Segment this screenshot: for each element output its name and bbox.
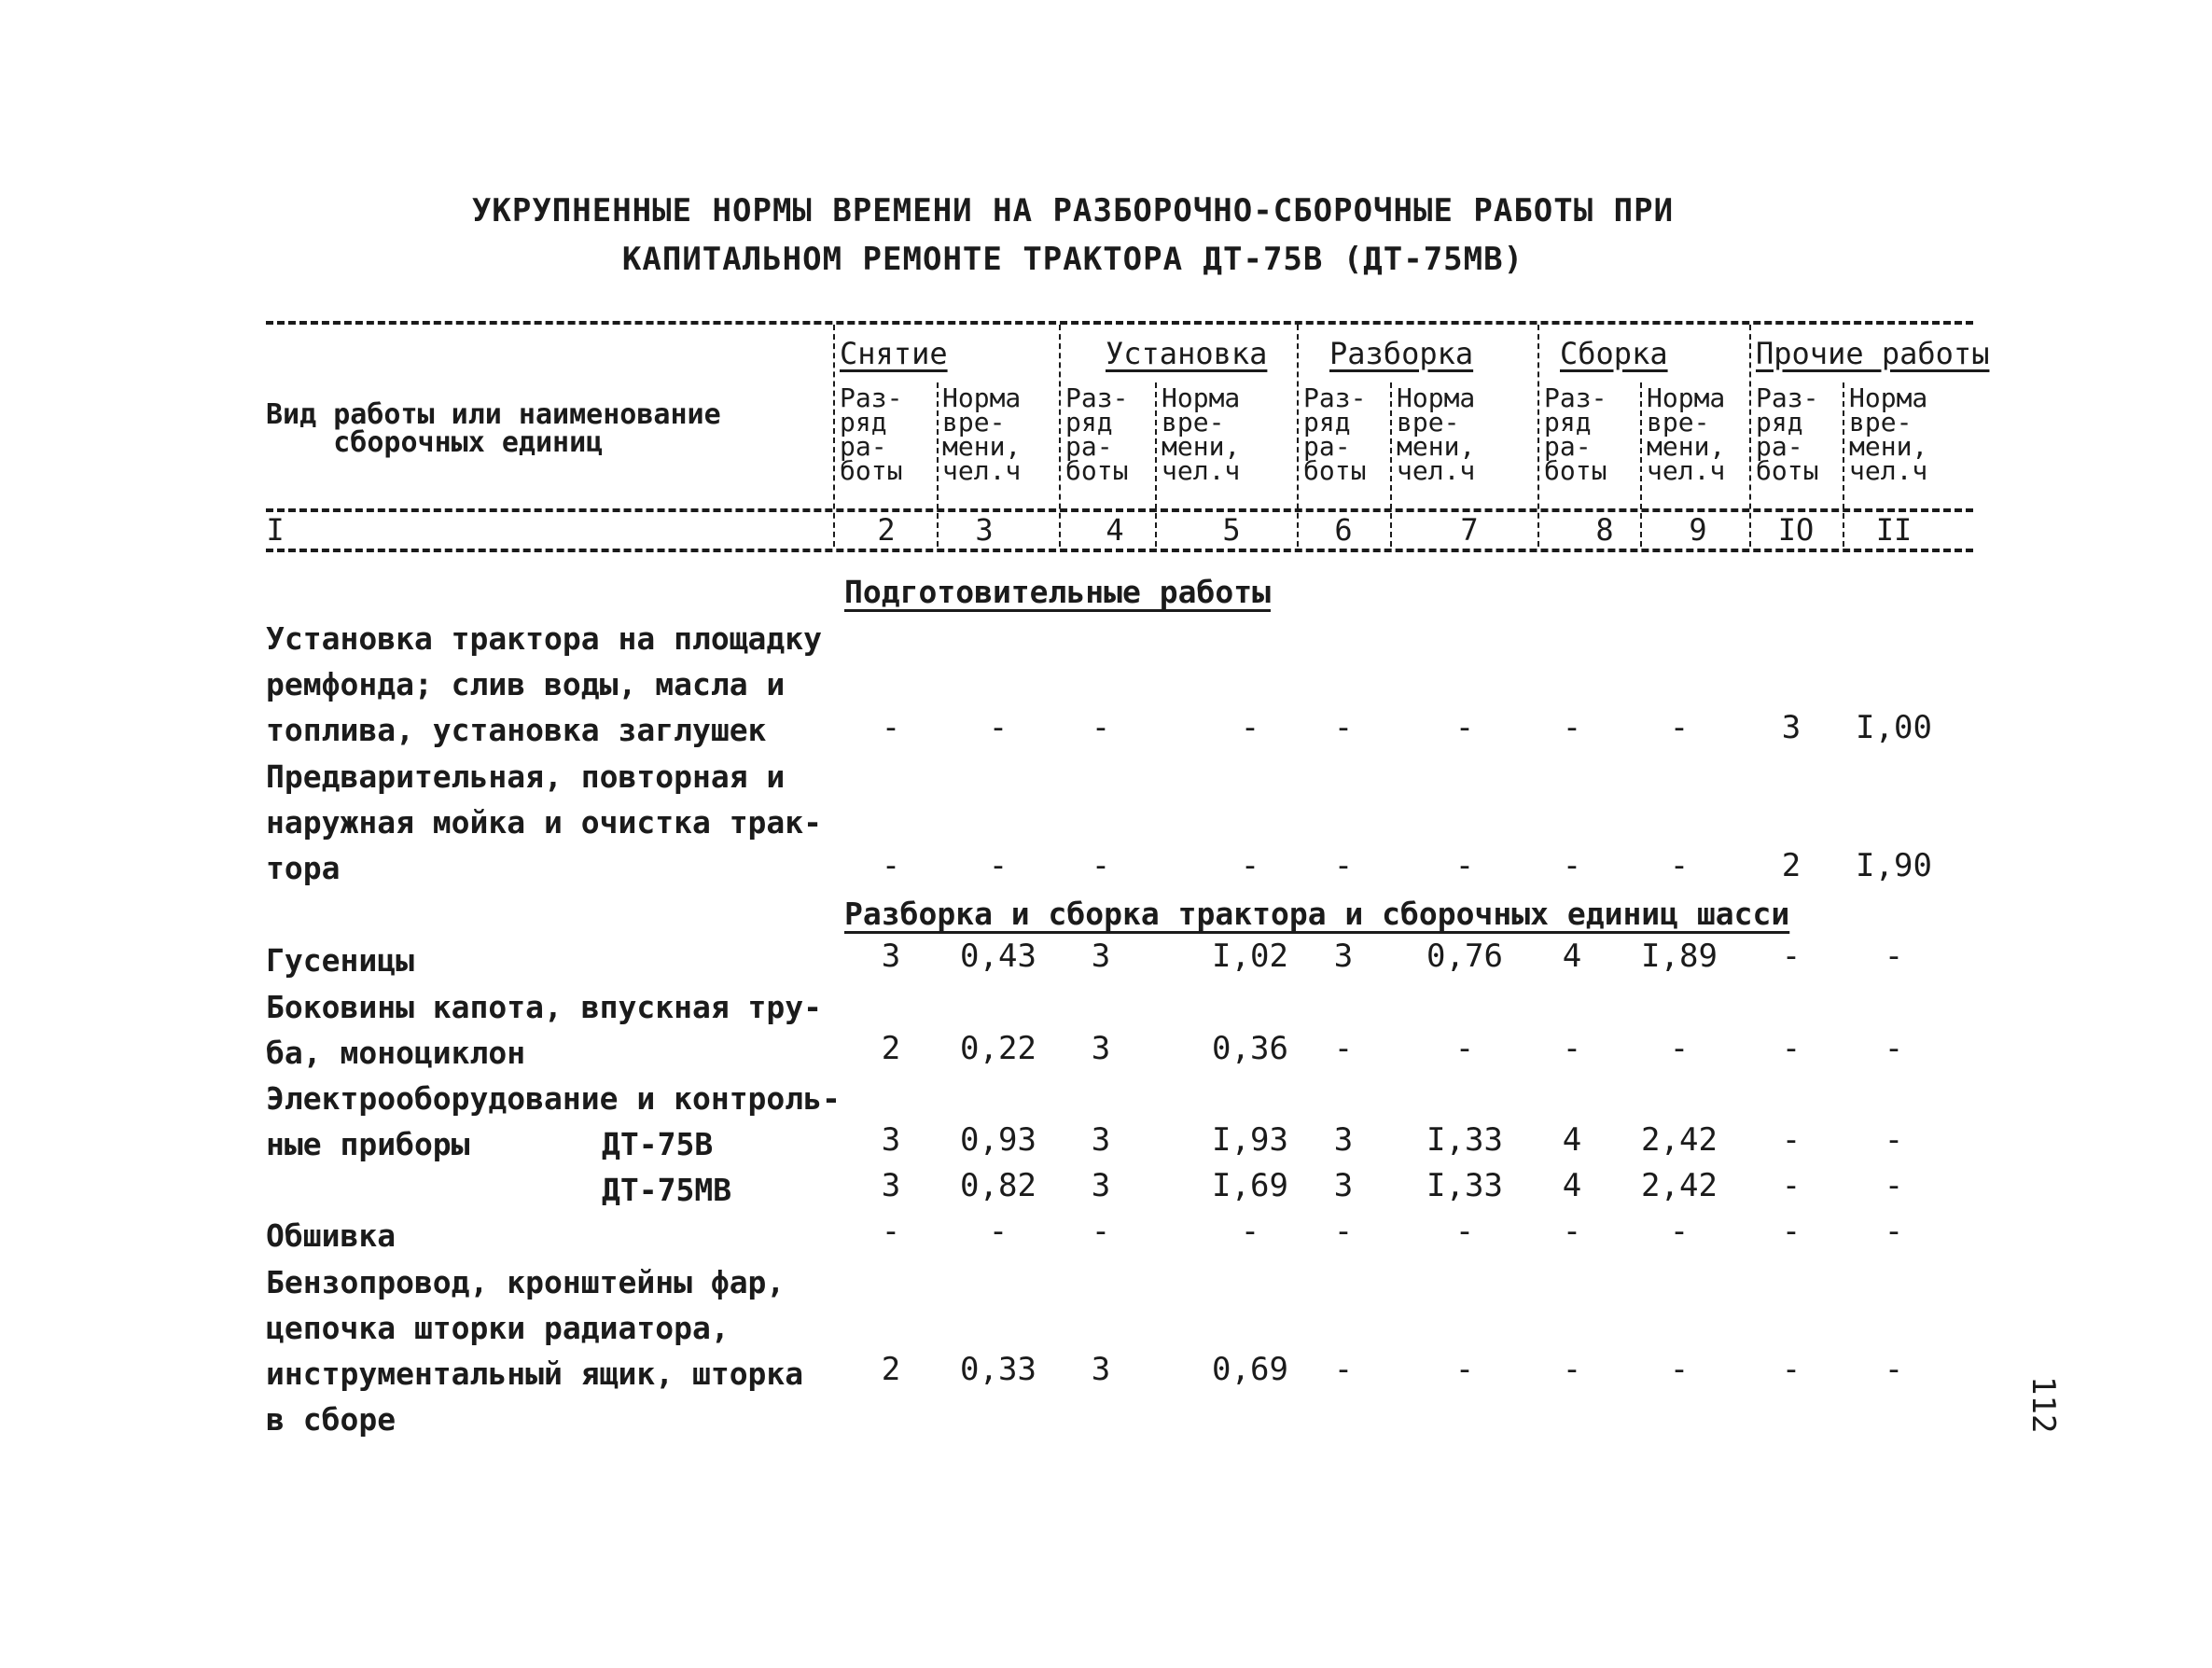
- group-header-disassembly: Разборка: [1329, 336, 1474, 371]
- table-cell: 4: [1562, 938, 1582, 975]
- table-cell: -: [1333, 709, 1354, 746]
- table-cell: -: [1091, 1213, 1111, 1250]
- subheader-grade-10: Раз- ряд ра- боты: [1756, 382, 1819, 486]
- col-sep: [1297, 325, 1299, 547]
- row-sublabel: ДТ-75В: [602, 1126, 714, 1162]
- col-number: 3: [975, 512, 994, 548]
- table-cell: -: [1454, 709, 1475, 746]
- table-cell: -: [881, 1213, 901, 1250]
- table-cell: I,02: [1212, 938, 1288, 975]
- table-cell: I,93: [1212, 1121, 1288, 1159]
- table-cell: -: [1884, 1167, 1904, 1204]
- table-cell: 2,42: [1641, 1121, 1718, 1159]
- page-number: 112: [2024, 1376, 2062, 1434]
- page-title-line2: КАПИТАЛЬНОМ РЕМОНТЕ ТРАКТОРА ДТ-75В (ДТ-75МВ): [621, 241, 1524, 278]
- subheader-norm-7: Норма вре- мени, чел.ч: [1397, 382, 1476, 486]
- table-cell: -: [1091, 847, 1111, 884]
- col-number: 2: [877, 512, 896, 548]
- table-cell: I,69: [1212, 1167, 1288, 1204]
- table-cell: -: [1669, 847, 1690, 884]
- row-label: Гусеницы: [266, 942, 414, 979]
- section-heading-chassis: Разборка и сборка трактора и сборочных единиц шасси: [844, 896, 1790, 932]
- table-cell: 2,42: [1641, 1167, 1718, 1204]
- group-header-assembly: Сборка: [1560, 336, 1668, 371]
- table-cell: -: [1884, 1121, 1904, 1159]
- table-cell: 3: [1091, 1121, 1111, 1159]
- group-header-removal: Снятие: [840, 336, 948, 371]
- col-number: 6: [1334, 512, 1353, 548]
- table-cell: -: [1781, 1351, 1802, 1388]
- table-cell: 3: [1091, 1030, 1111, 1067]
- col-sep: [1059, 325, 1061, 547]
- table-cell: -: [1669, 709, 1690, 746]
- table-cell: -: [1333, 1030, 1354, 1067]
- table-cell: -: [1333, 847, 1354, 884]
- table-cell: -: [1669, 1030, 1690, 1067]
- table-cell: 0,69: [1212, 1351, 1288, 1388]
- col-sep: [937, 382, 939, 547]
- row-label: Обшивка: [266, 1217, 396, 1254]
- col-number: 4: [1106, 512, 1124, 548]
- table-cell: -: [1669, 1213, 1690, 1250]
- subheader-grade-8: Раз- ряд ра- боты: [1544, 382, 1607, 486]
- row-sublabel: ДТ-75МВ: [602, 1172, 732, 1208]
- table-cell: -: [1091, 709, 1111, 746]
- table-cell: I,00: [1856, 709, 1932, 746]
- col-number: IO: [1777, 512, 1815, 548]
- table-cell: -: [1454, 1030, 1475, 1067]
- subheader-grade-2: Раз- ряд ра- боты: [840, 382, 903, 486]
- table-cell: 0,33: [960, 1351, 1036, 1388]
- table-cell: I,89: [1641, 938, 1718, 975]
- table-cell: 0,36: [1212, 1030, 1288, 1067]
- table-cell: 4: [1562, 1167, 1582, 1204]
- table-cell: -: [1781, 1167, 1802, 1204]
- table-cell: -: [1781, 1121, 1802, 1159]
- table-cell: 3: [1091, 1167, 1111, 1204]
- table-cell: 3: [1091, 1351, 1111, 1388]
- col-number: 5: [1222, 512, 1241, 548]
- table-cell: -: [988, 1213, 1009, 1250]
- table-cell: 2: [881, 1351, 901, 1388]
- group-header-install: Установка: [1106, 336, 1268, 371]
- subheader-norm-3: Норма вре- мени, чел.ч: [942, 382, 1022, 486]
- table-cell: I,33: [1426, 1167, 1503, 1204]
- table-cell: -: [1240, 1213, 1260, 1250]
- table-cell: -: [1562, 1030, 1582, 1067]
- subheader-grade-4: Раз- ряд ра- боты: [1065, 382, 1129, 486]
- col-number: 7: [1460, 512, 1479, 548]
- table-cell: I,33: [1426, 1121, 1503, 1159]
- col-sep: [1155, 382, 1157, 547]
- col-number: II: [1875, 512, 1913, 548]
- table-cell: 3: [1781, 709, 1802, 746]
- page-title-line1: УКРУПНЕННЫЕ НОРМЫ ВРЕМЕНИ НА РАЗБОРОЧНО-СБОРОЧНЫЕ РАБОТЫ ПРИ: [471, 192, 1675, 229]
- table-cell: -: [881, 847, 901, 884]
- table-cell: -: [1781, 1213, 1802, 1250]
- table-cell: 0,82: [960, 1167, 1036, 1204]
- table-cell: -: [1884, 1030, 1904, 1067]
- table-cell: -: [1562, 709, 1582, 746]
- table-cell: 3: [881, 1167, 901, 1204]
- table-cell: 3: [1333, 938, 1354, 975]
- table-cell: I,90: [1856, 847, 1932, 884]
- group-header-other: Прочие работы: [1756, 336, 1990, 371]
- table-cell: -: [881, 709, 901, 746]
- table-cell: -: [1240, 847, 1260, 884]
- table-cell: -: [988, 847, 1009, 884]
- row-label: Бензопровод, кронштейны фар, цепочка шторки радиатора, инструментальный ящик, шторка в сборе: [266, 1264, 804, 1438]
- table-cell: -: [1884, 1351, 1904, 1388]
- table-cell: -: [1781, 938, 1802, 975]
- table-cell: 0,93: [960, 1121, 1036, 1159]
- col-number: 9: [1689, 512, 1707, 548]
- first-column-header: Вид работы или наименование сборочных единиц: [266, 398, 721, 459]
- col-sep: [833, 325, 835, 547]
- table-cell: -: [988, 709, 1009, 746]
- col-sep: [1537, 325, 1539, 547]
- section-heading-prep: Подготовительные работы: [844, 574, 1271, 610]
- table-cell: 3: [881, 938, 901, 975]
- col-sep: [1843, 382, 1844, 547]
- row-label: Боковины капота, впускная тру- ба, моноциклон: [266, 989, 823, 1071]
- header-top-rule: [266, 321, 1973, 325]
- header-bottom-rule: [266, 549, 1973, 552]
- table-cell: 2: [881, 1030, 901, 1067]
- table-cell: 4: [1562, 1121, 1582, 1159]
- table-cell: 0,43: [960, 938, 1036, 975]
- table-cell: -: [1669, 1351, 1690, 1388]
- subheader-grade-6: Раз- ряд ра- боты: [1303, 382, 1367, 486]
- table-cell: -: [1333, 1351, 1354, 1388]
- row-label: Предварительная, повторная и наружная мойка и очистка трак- тора: [266, 758, 823, 886]
- row-label: Электрооборудование и контроль- ные приборы: [266, 1080, 841, 1162]
- table-cell: -: [1333, 1213, 1354, 1250]
- subheader-norm-11: Норма вре- мени, чел.ч: [1849, 382, 1928, 486]
- table-cell: -: [1562, 847, 1582, 884]
- col-sep: [1749, 325, 1751, 547]
- table-cell: -: [1240, 709, 1260, 746]
- col-sep: [1640, 382, 1642, 547]
- col-sep: [1390, 382, 1392, 547]
- subheader-norm-5: Норма вре- мени, чел.ч: [1162, 382, 1241, 486]
- col-number: I: [266, 512, 285, 548]
- table-cell: 2: [1781, 847, 1802, 884]
- col-number: 8: [1595, 512, 1614, 548]
- table-cell: -: [1454, 847, 1475, 884]
- table-cell: 3: [1333, 1121, 1354, 1159]
- subheader-norm-9: Норма вре- мени, чел.ч: [1647, 382, 1726, 486]
- table-cell: -: [1454, 1351, 1475, 1388]
- table-cell: -: [1562, 1213, 1582, 1250]
- table-cell: 0,76: [1426, 938, 1503, 975]
- table-cell: 3: [881, 1121, 901, 1159]
- row-label: Установка трактора на площадку ремфонда; слив воды, масла и топлива, установка заглушек: [266, 620, 823, 748]
- table-cell: -: [1454, 1213, 1475, 1250]
- table-cell: -: [1562, 1351, 1582, 1388]
- table-cell: 0,22: [960, 1030, 1036, 1067]
- table-cell: -: [1781, 1030, 1802, 1067]
- table-cell: 3: [1333, 1167, 1354, 1204]
- table-cell: 3: [1091, 938, 1111, 975]
- table-cell: -: [1884, 1213, 1904, 1250]
- table-cell: -: [1884, 938, 1904, 975]
